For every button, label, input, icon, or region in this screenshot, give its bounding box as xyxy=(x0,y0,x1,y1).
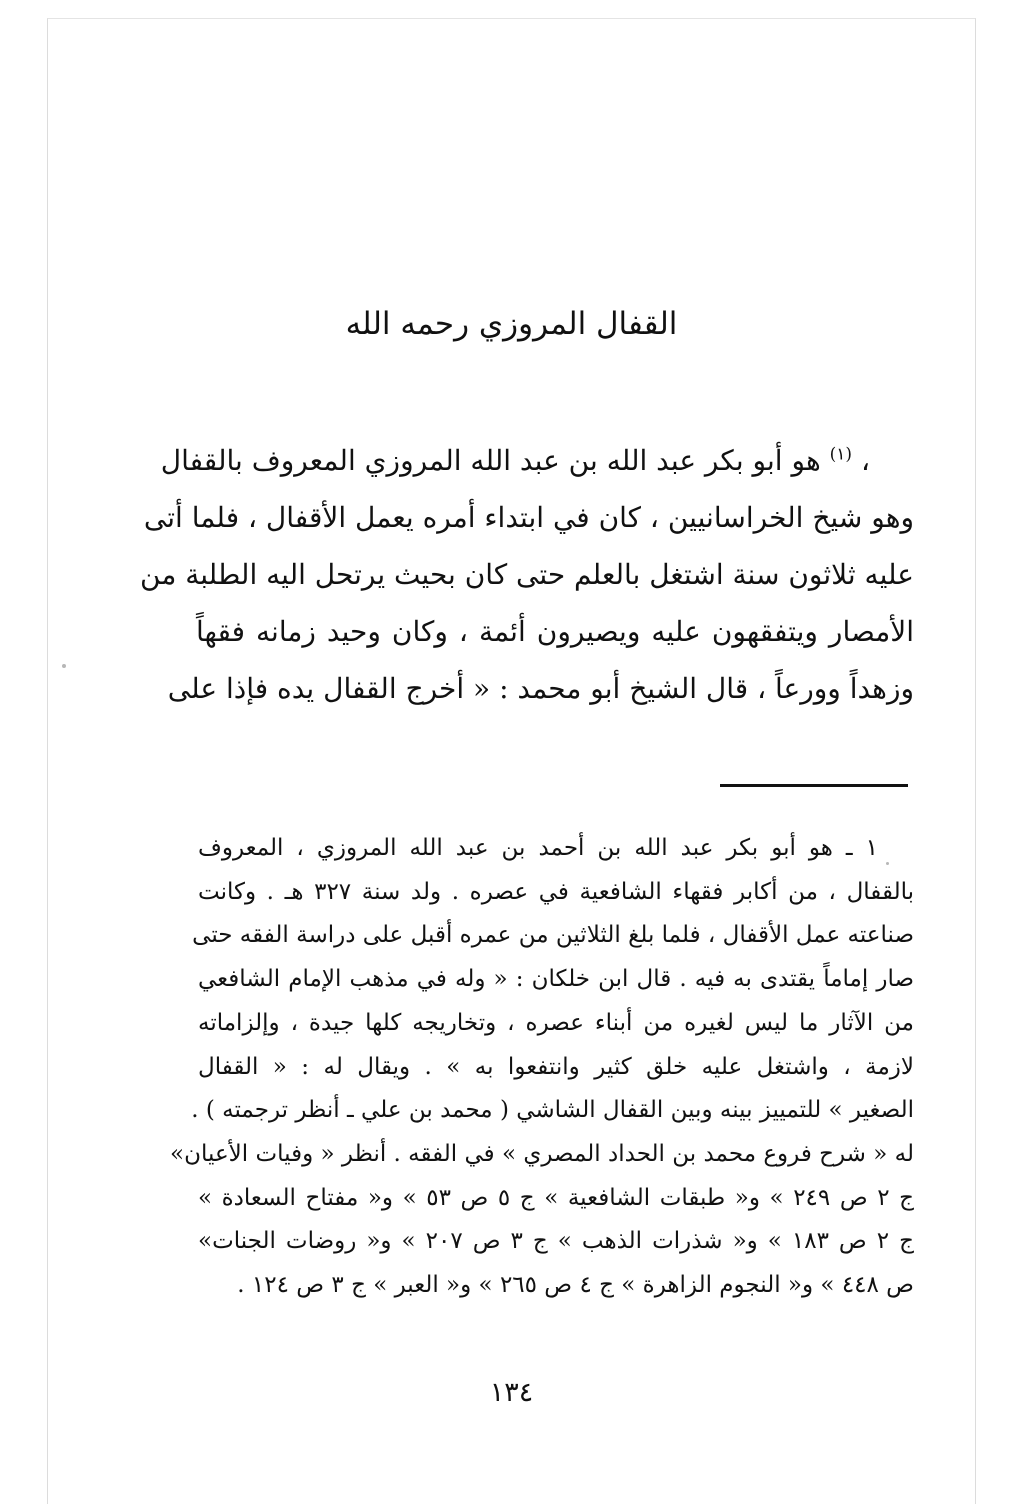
body-line: وهو شيخ الخراسانيين ، كان في ابتداء أمره يعمل الأقفال ، فلما أتى xyxy=(143,501,914,534)
body-line: وزهداً وورعاً ، قال الشيخ أبو محمد : « أخرج القفال يده فإذا على xyxy=(167,672,914,705)
footnote-marker-tail: ، xyxy=(860,444,870,477)
scan-speck xyxy=(62,664,66,668)
scan-speck xyxy=(886,862,889,865)
book-page xyxy=(47,18,976,1504)
body-line-text: هو أبو بكر عبد الله بن عبد الله المروزي المعروف بالقفال xyxy=(160,444,821,477)
page-number: ١٣٤ xyxy=(489,1377,534,1408)
footnote-line: ص ٤٤٨ » و« النجوم الزاهرة » ج ٤ ص ٢٦٥ » و« العبر » ج ٣ ص ١٢٤ . xyxy=(237,1272,914,1299)
footnote-line: صار إماماً يقتدى به فيه . قال ابن خلكان : « وله في مذهب الإمام الشافعي xyxy=(198,966,914,993)
footnote-line: لازمة ، واشتغل عليه خلق كثير وانتفعوا به » . ويقال له : « القفال xyxy=(198,1053,914,1080)
footnote-line: له « شرح فروع محمد بن الحداد المصري » في الفقه . أنظر « وفيات الأعيان» xyxy=(170,1140,914,1167)
body-line: الأمصار ويتفقهون عليه ويصيرون أئمة ، وكان وحيد زمانه فقهاً xyxy=(196,615,914,648)
footnote-reference: (١) xyxy=(829,444,853,465)
body-line xyxy=(160,432,914,489)
footnote-line: بالقفال ، من أكابر فقهاء الشافعية في عصره . ولد سنة ٣٢٧ هـ . وكانت xyxy=(198,878,914,905)
footnote-line: ١ ـ هو أبو بكر عبد الله بن أحمد بن عبد الله المروزي ، المعروف xyxy=(198,835,878,861)
footnote-line: صناعته عمل الأقفال ، فلما بلغ الثلاثين من عمره أقبل على دراسة الفقه حتى xyxy=(192,922,914,949)
footnote-line: الصغير » للتمييز بينه وبين القفال الشاشي ( محمد بن علي ـ أنظر ترجمته ) . xyxy=(191,1097,914,1124)
footnote-line: ج ٢ ص ٢٤٩ » و« طبقات الشافعية » ج ٥ ص ٥٣ » و« مفتاح السعادة » xyxy=(198,1184,914,1211)
main-text xyxy=(140,432,914,717)
footnote-line: من الآثار ما ليس لغيره من أبناء عصره ، وتخاريجه كلها جيدة ، وإلزاماته xyxy=(198,1009,914,1036)
footnote xyxy=(170,827,914,1308)
page-title: القفال المروزي رحمه الله xyxy=(345,306,678,342)
body-line: عليه ثلاثون سنة اشتغل بالعلم حتى كان بحيث يرتحل اليه الطلبة من xyxy=(140,558,914,591)
footnote-line: ج ٢ ص ١٨٣ » و« شذرات الذهب » ج ٣ ص ٢٠٧ » و« روضات الجنات» xyxy=(198,1228,914,1255)
footnote-separator xyxy=(720,784,908,787)
